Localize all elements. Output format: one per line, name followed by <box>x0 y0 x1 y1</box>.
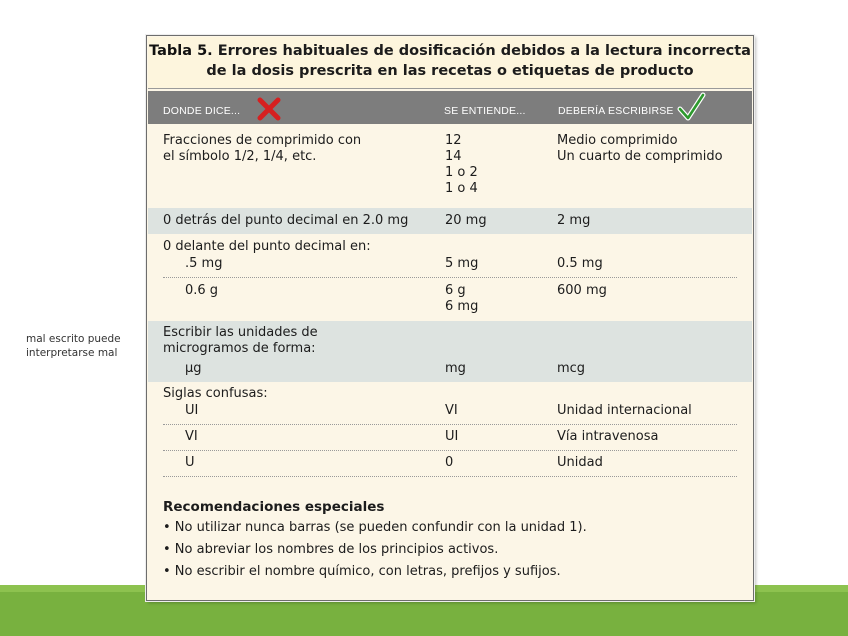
cell-siglas-item-correct: Unidad internacional <box>557 403 692 418</box>
header-donde-dice: DONDE DICE... <box>163 105 241 117</box>
cell-fracciones-correct: Medio comprimido <box>557 133 678 148</box>
cell-fracciones-correct: Un cuarto de comprimido <box>557 149 723 164</box>
cell-fracciones-understood: 14 <box>445 149 462 164</box>
table-title-text-1: Errores habituales de dosificación debidos a la lectura incorrecta <box>212 43 751 59</box>
row-divider <box>163 424 737 425</box>
table-title-line-2: de la dosis prescrita en las recetas o etiquetas de producto <box>206 63 694 79</box>
side-note-line: interpretarse mal <box>26 347 118 359</box>
cell-siglas-item-understood: UI <box>445 429 459 444</box>
cell-delante-sub2-desc: 0.6 g <box>185 283 219 298</box>
table-title <box>148 37 752 89</box>
side-note-line: mal escrito puede <box>26 333 121 345</box>
cell-siglas-item-understood: 0 <box>445 455 454 470</box>
header-deberia-escribirse: DEBERÍA ESCRIBIRSE <box>558 105 674 117</box>
table-header <box>148 91 752 124</box>
x-mark-icon <box>256 96 282 122</box>
cell-siglas-item-desc: UI <box>185 403 199 418</box>
cell-fracciones-understood: 12 <box>445 133 462 148</box>
cell-unidades-desc-2: microgramos de forma: <box>163 341 316 356</box>
table-title-line-1 <box>148 41 752 61</box>
cell-delante-desc: 0 delante del punto decimal en: <box>163 239 371 254</box>
cell-detras-understood: 20 mg <box>445 213 487 228</box>
table-title-label: Tabla 5. <box>149 43 213 59</box>
cell-fracciones-desc-2: el símbolo 1/2, 1/4, etc. <box>163 149 317 164</box>
cell-delante-sub1-desc: .5 mg <box>185 256 223 271</box>
cell-siglas-item-desc: U <box>185 455 195 470</box>
dosage-errors-table <box>146 35 754 601</box>
recommendation-item: • No escribir el nombre químico, con letras, prefijos y sufijos. <box>163 564 561 579</box>
cell-siglas-item-correct: Unidad <box>557 455 603 470</box>
side-note <box>26 332 141 360</box>
header-se-entiende: SE ENTIENDE... <box>444 105 526 117</box>
row-divider <box>163 476 737 477</box>
cell-fracciones-understood: 1 o 4 <box>445 181 478 196</box>
cell-unidades-correct: mcg <box>557 361 586 376</box>
cell-detras-correct: 2 mg <box>557 213 591 228</box>
check-mark-icon <box>676 92 706 122</box>
recommendation-item: • No utilizar nunca barras (se pueden confundir con la unidad 1). <box>163 520 587 535</box>
cell-delante-sub2-understood: 6 g <box>445 283 466 298</box>
cell-siglas-item-correct: Vía intravenosa <box>557 429 659 444</box>
cell-delante-sub2-correct: 600 mg <box>557 283 607 298</box>
cell-fracciones-desc-1: Fracciones de comprimido con <box>163 133 362 148</box>
cell-delante-sub1-understood: 5 mg <box>445 256 479 271</box>
row-divider <box>163 450 737 451</box>
row-divider <box>163 277 737 278</box>
cell-detras-desc: 0 detrás del punto decimal en 2.0 mg <box>163 213 409 228</box>
cell-fracciones-understood: 1 o 2 <box>445 165 478 180</box>
cell-unidades-desc-1: Escribir las unidades de <box>163 325 318 340</box>
cell-delante-sub1-correct: 0.5 mg <box>557 256 603 271</box>
cell-delante-sub2-understood: 6 mg <box>445 299 479 314</box>
recommendation-item: • No abreviar los nombres de los principios activos. <box>163 542 499 557</box>
cell-siglas-item-desc: VI <box>185 429 198 444</box>
cell-siglas-desc: Siglas confusas: <box>163 386 268 401</box>
recommendations-title: Recomendaciones especiales <box>163 499 385 515</box>
cell-unidades-desc-3: µg <box>185 361 202 376</box>
cell-siglas-item-understood: VI <box>445 403 458 418</box>
cell-unidades-understood: mg <box>445 361 466 376</box>
